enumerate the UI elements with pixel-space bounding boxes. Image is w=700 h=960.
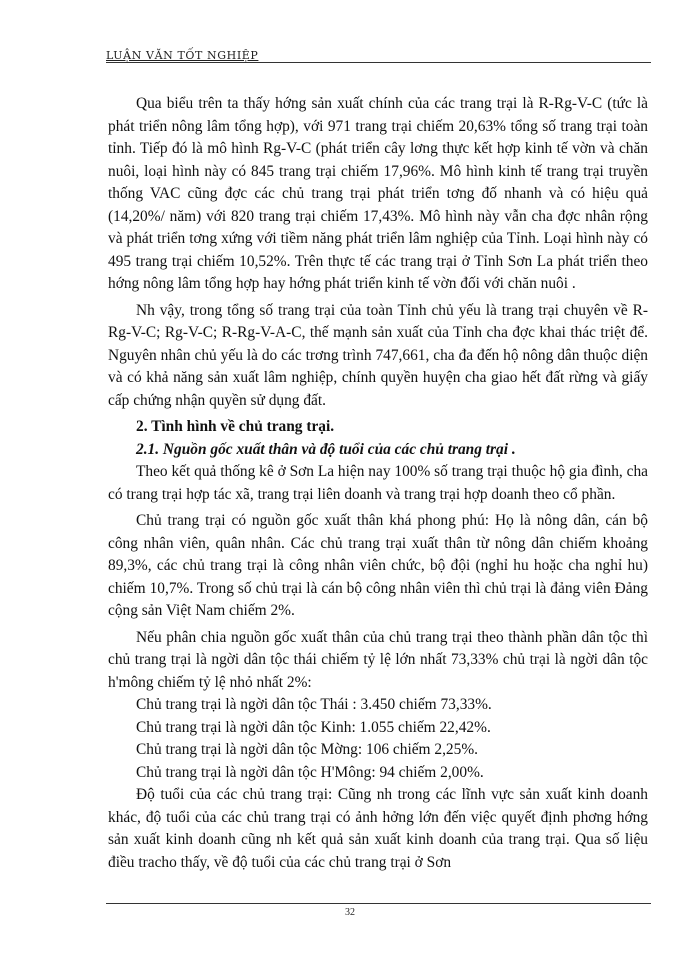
- subsection-heading: 2.1. Nguồn gốc xuất thân và độ tuổi của các chủ trang trại .: [136, 440, 516, 458]
- paragraph-statistics: Theo kết quả thống kê ở Sơn La hiện nay 100% số trang trại thuộc hộ gia đình, cha có trang trại hợp tác xã, trang trại liên doanh và trang trại hợp doanh theo cổ phần.: [108, 463, 648, 503]
- paragraph-age: Độ tuổi của các chủ trang trại: Cũng nh trong các lĩnh vực sản xuất kinh doanh khác, độ tuổi của các chủ trang trại có ảnh hởng lớn đến việc quyết định phơng hớng sản xuất kinh doanh cũng nh kết quả sản xuất kinh doanh của trang trại. Qua số liệu điều tracho thấy, về độ tuổi của các chủ trang trại ở Sơn: [108, 786, 648, 871]
- footer-rule: [106, 903, 651, 904]
- paragraph-farm-specialization: Nh vậy, trong tổng số trang trại của toàn Tỉnh chủ yếu là trang trại chuyên về R-Rg-V-C; Rg-V-C; R-Rg-V-A-C, thế mạnh sản xuất của Tỉnh cha đợc khai thác triệt để. Nguyên nhân chủ yếu là do các trơng trình 747,661, cha đa đến hộ nông dân thuộc diện và có khả năng sản xuất lâm nghiệp, chính quyền huyện cha giao hết đất rừng và giấy cấp chứng nhận quyền sử dụng đất.: [108, 301, 648, 409]
- list-item: Chủ trang trại là ngời dân tộc Mờng: 106 chiếm 2,25%.: [136, 741, 478, 758]
- paragraph-farm-models: Qua biểu trên ta thấy hớng sản xuất chính của các trang trại là R-Rg-V-C (tức là phát triển nông lâm tổng hợp), với 971 trang trại chiếm 20,63% tổng số trang trại toàn tỉnh. Tiếp đó là mô hình Rg-V-C (phát triển cây lơng thực kết hợp kinh tế vờn và chăn nuôi, loại hình này có 845 trang trại chiếm 17,96%. Mô hình kinh tế trang trại truyền thống VAC cũng đợc các chủ trang trại phát triển tơng đố nhanh và có hiệu quả (14,20%/ năm) với 820 trang trại chiếm 17,43%. Mô hình này vẫn cha đợc nhân rộng và phát triển tơng xứng với tiềm năng phát triển lâm nghiệp của Tỉnh. Loại hình này có 495 trang trại chiếm 10,52%. Trên thực tế các trang trại ở Tỉnh Sơn La phát triển theo hớng nông lâm tổng hợp hay hớng phát triển kinh tế vờn đối với chăn nuôi .: [108, 95, 648, 292]
- header-rule: [106, 62, 651, 63]
- section-heading: 2. Tình hình về chủ trang trại.: [136, 418, 335, 435]
- page-number: 32: [345, 907, 355, 918]
- list-item: Chủ trang trại là ngời dân tộc H'Mông: 94 chiếm 2,00%.: [136, 763, 484, 781]
- list-item: Chủ trang trại là ngời dân tộc Thái : 3.450 chiếm 73,33%.: [136, 696, 492, 713]
- running-header: LUẬN VĂN TỐT NGHIỆP: [106, 49, 259, 62]
- list-item: Chủ trang trại là ngời dân tộc Kinh: 1.055 chiếm 22,42%.: [136, 718, 491, 736]
- paragraph-ethnicity: Nếu phân chia nguồn gốc xuất thân của chủ trang trại theo thành phần dân tộc thì chủ trang trại là ngời dân tộc thái chiếm tỷ lệ lớn nhất 73,33% chủ trại là ngời dân tộc h'mông chiếm tỷ lệ nhỏ nhất 2%:: [108, 628, 648, 691]
- body-text: [108, 93, 648, 874]
- paragraph-origin: Chủ trang trại có nguồn gốc xuất thân khá phong phú: Họ là nông dân, cán bộ công nhân viên, quân nhân. Các chủ trang trại xuất thân từ nông dân chiếm khoảng 89,3%, các chủ trang trại là công nhân viên chức, bộ đội (nghỉ hu hoặc cha nghỉ hu) chiếm 10,7%. Trong số chủ trại là cán bộ công nhân viên thì chủ trại là đảng viên Đảng cộng sản Việt Nam chiếm 2%.: [108, 512, 648, 619]
